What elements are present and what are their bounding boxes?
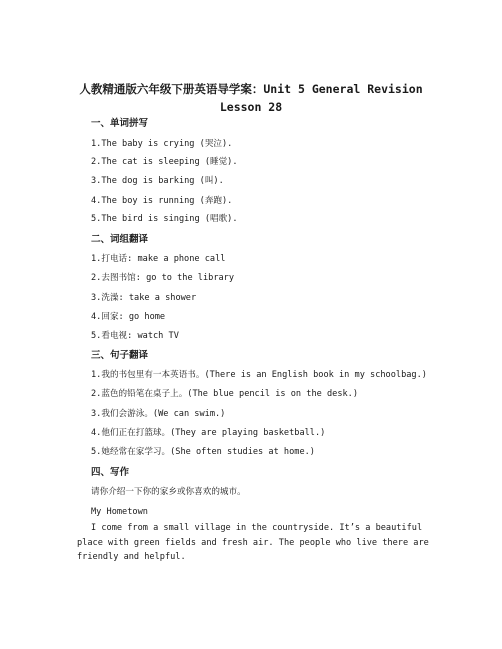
sentence-item-3: 3.我们会游泳。(We can swim.) <box>91 409 226 419</box>
spelling-item-5: 5.The bird is singing (唱歌). <box>91 214 238 224</box>
sentence-item-2: 2.蓝色的铅笔在桌子上。(The blue pencil is on the desk.) <box>91 389 359 399</box>
sentence-item-1: 1.我的书包里有一本英语书。(There is an English book in my schoolbag.) <box>91 370 427 380</box>
phrase-item-5: 5.看电视: watch TV <box>91 331 179 341</box>
essay-title: My Hometown <box>91 507 148 517</box>
document-title: 人教精通版六年级下册英语导学案：Unit 5 General Revision <box>79 82 423 96</box>
section-heading-writing: 四、写作 <box>91 467 130 478</box>
section-heading-phrases: 二、词组翻译 <box>91 234 149 245</box>
section-heading-spelling: 一、单词拼写 <box>91 118 149 129</box>
spelling-item-1: 1.The baby is crying (哭泣). <box>91 139 233 149</box>
sentence-item-4: 4.他们正在打篮球。(They are playing basketball.) <box>91 428 326 438</box>
essay-paragraph <box>77 521 432 565</box>
phrase-item-2: 2.去图书馆: go to the library <box>91 273 235 283</box>
sentence-item-5: 5.她经常在家学习。(She often studies at home.) <box>91 447 315 457</box>
spelling-item-4: 4.The boy is running (奔跑). <box>91 196 233 206</box>
phrase-item-3: 3.洗澡: take a shower <box>91 293 197 303</box>
phrase-item-4: 4.回家: go home <box>91 312 166 322</box>
spelling-item-2: 2.The cat is sleeping (睡觉). <box>91 157 238 167</box>
writing-prompt: 请你介绍一下你的家乡或你喜欢的城市。 <box>91 487 246 497</box>
essay-text: I come from a small village in the countryside. It’s a beautiful place with green fields and fresh air. The people who live there are friendly and helpful. <box>77 523 429 562</box>
section-heading-sentences: 三、句子翻译 <box>91 350 149 361</box>
phrase-item-1: 1.打电话: make a phone call <box>91 254 226 264</box>
document-subtitle: Lesson 28 <box>219 100 283 114</box>
spelling-item-3: 3.The dog is barking (叫). <box>91 176 224 186</box>
